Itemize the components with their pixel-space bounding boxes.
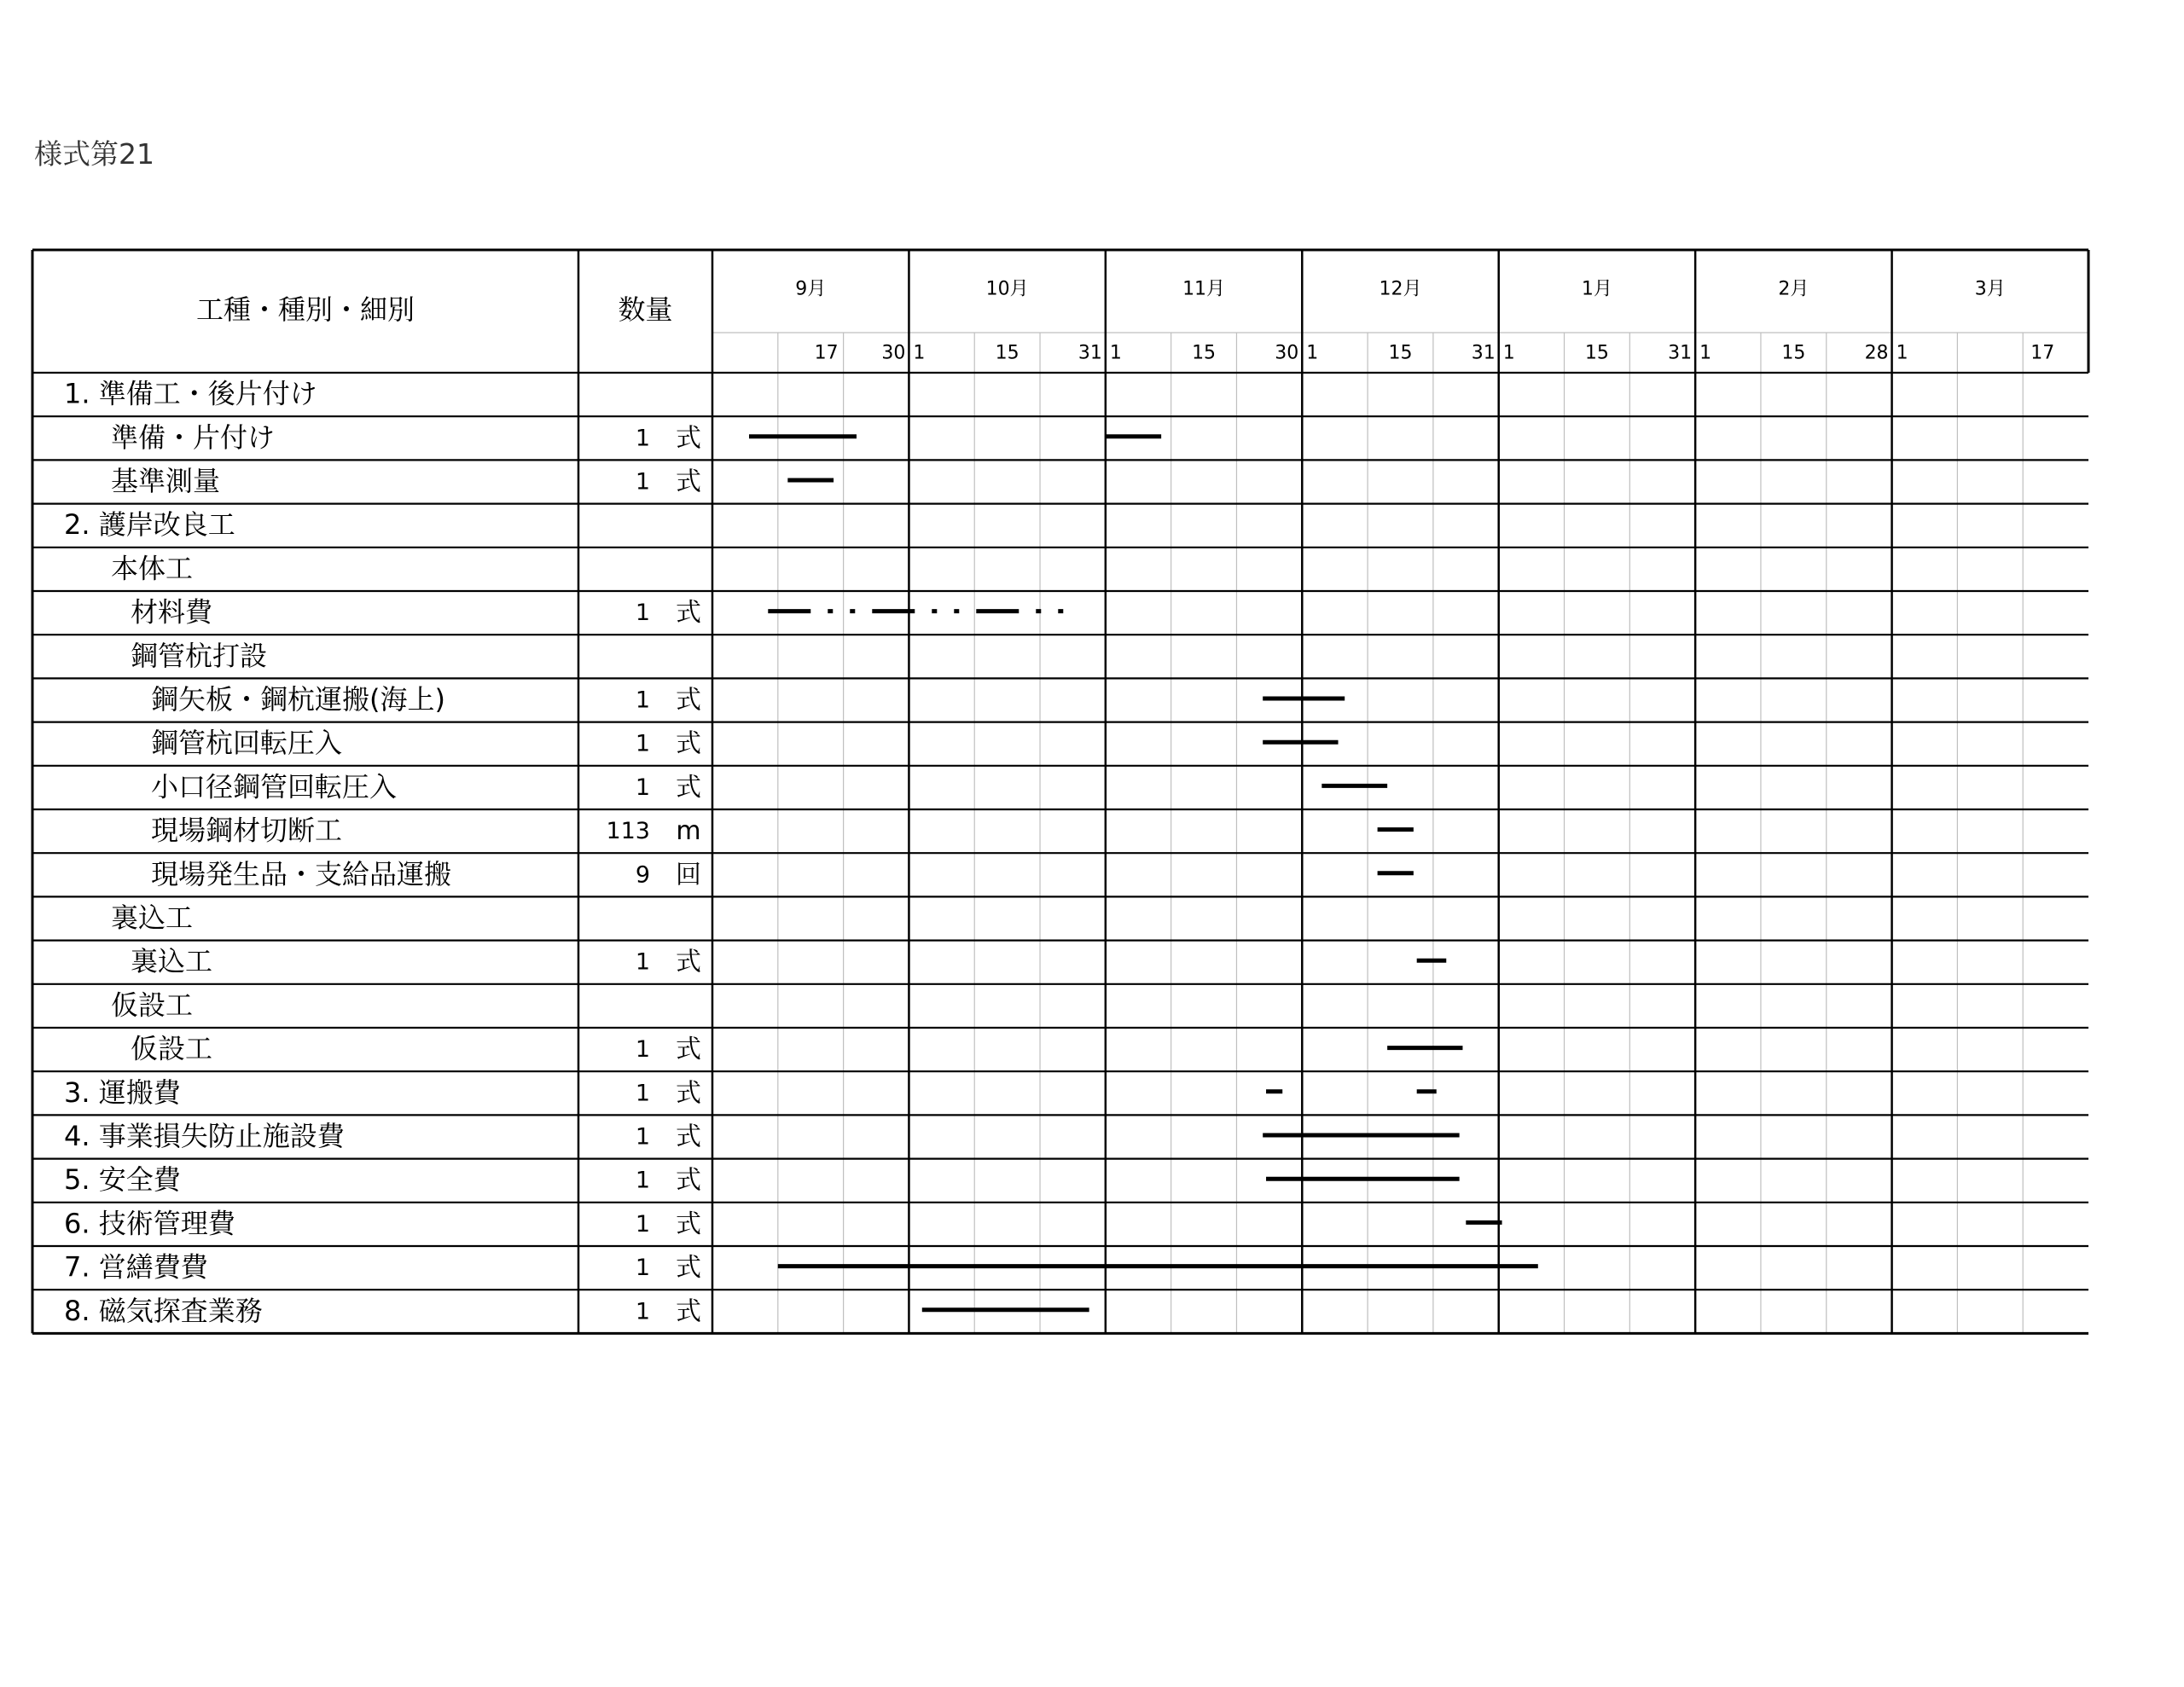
- row-quantity: 1: [635, 948, 650, 976]
- row-quantity: 1: [635, 1167, 650, 1194]
- day-tick-label: 15: [1388, 342, 1413, 364]
- row-item-name: 鋼管杭打設: [131, 639, 268, 672]
- row-quantity: 1: [635, 1123, 650, 1151]
- row-quantity: 1: [635, 730, 650, 757]
- row-item-name: 現場鋼材切断工: [151, 814, 343, 847]
- form-number-label: 様式第21: [34, 137, 154, 171]
- month-label: 3月: [1974, 278, 2006, 300]
- row-unit: 式: [676, 728, 701, 759]
- day-tick-label: 31: [1668, 342, 1693, 364]
- month-label: 11月: [1182, 278, 1226, 300]
- row-unit: 式: [676, 1122, 701, 1152]
- row-item-name: 3. 運搬費: [64, 1075, 181, 1109]
- row-quantity: 1: [635, 1298, 650, 1325]
- row-unit: 式: [676, 467, 701, 497]
- day-tick-label: 15: [1192, 342, 1217, 364]
- row-quantity: 1: [635, 1210, 650, 1238]
- row-unit: m: [676, 816, 701, 847]
- row-item-name: 1. 準備工・後片付け: [64, 377, 317, 410]
- row-quantity: 1: [635, 1036, 650, 1064]
- row-item-name: 仮設工: [131, 1032, 213, 1065]
- day-tick-label: 1: [1699, 342, 1712, 364]
- row-item-name: 2. 護岸改良工: [64, 508, 235, 542]
- row-unit: 式: [676, 423, 701, 454]
- header-item-column: 工種・種別・細別: [195, 293, 415, 326]
- row-item-name: 準備・片付け: [111, 420, 276, 454]
- row-quantity: 1: [635, 774, 650, 801]
- row-unit: 式: [676, 598, 701, 629]
- row-item-name: 8. 磁気探査業務: [64, 1294, 263, 1327]
- month-label: 2月: [1778, 278, 1809, 300]
- row-unit: 式: [676, 1035, 701, 1065]
- row-quantity: 1: [635, 425, 650, 452]
- day-tick-label: 28: [1864, 342, 1889, 364]
- row-quantity: 1: [635, 1255, 650, 1282]
- day-tick-label: 31: [1471, 342, 1496, 364]
- row-item-name: 小口径鋼管回転圧入: [151, 770, 398, 803]
- day-tick-label: 1: [1306, 342, 1319, 364]
- row-unit: 式: [676, 685, 701, 716]
- row-quantity: 1: [635, 600, 650, 627]
- row-item-name: 裏込工: [131, 945, 213, 978]
- row-quantity: 1: [635, 1080, 650, 1107]
- row-item-name: 7. 営繕費費: [64, 1250, 208, 1284]
- day-tick-label: 17: [2030, 342, 2055, 364]
- row-item-name: 4. 事業損失防止施設費: [64, 1120, 345, 1152]
- day-tick-label: 1: [1109, 342, 1122, 364]
- row-quantity: 113: [606, 818, 650, 845]
- row-quantity: 1: [635, 687, 650, 714]
- row-item-name: 5. 安全費: [64, 1163, 181, 1197]
- day-tick-label: 1: [913, 342, 926, 364]
- day-tick-label: 15: [995, 342, 1019, 364]
- row-item-name: 鋼矢板・鋼杭運搬(海上): [151, 683, 445, 716]
- row-unit: 式: [676, 947, 701, 977]
- row-quantity: 9: [635, 861, 650, 889]
- row-item-name: 6. 技術管理費: [64, 1207, 235, 1240]
- row-item-name: 現場発生品・支給品運搬: [151, 857, 452, 890]
- schedule-bars: [749, 437, 1538, 1310]
- row-unit: 回: [676, 860, 701, 890]
- month-label: 9月: [795, 278, 827, 300]
- row-quantity: 1: [635, 468, 650, 496]
- row-item-name: 材料費: [131, 595, 213, 629]
- day-tick-label: 15: [1781, 342, 1806, 364]
- row-item-name: 基準測量: [111, 465, 221, 497]
- header-quantity-column: 数量: [618, 293, 673, 326]
- month-label: 1月: [1581, 278, 1612, 300]
- day-tick-label: 1: [1896, 342, 1908, 364]
- day-tick-label: 1: [1502, 342, 1515, 364]
- day-tick-label: 30: [1275, 342, 1299, 364]
- row-item-name: 仮設工: [111, 988, 194, 1022]
- day-tick-label: 17: [814, 342, 839, 364]
- row-item-name: 鋼管杭回転圧入: [151, 727, 343, 760]
- row-unit: 式: [676, 1078, 701, 1109]
- table-text: [64, 279, 2054, 1327]
- row-item-name: 裏込工: [111, 901, 194, 934]
- row-unit: 式: [676, 1165, 701, 1196]
- row-unit: 式: [676, 772, 701, 803]
- row-unit: 式: [676, 1296, 701, 1327]
- month-label: 12月: [1379, 278, 1422, 300]
- month-label: 10月: [985, 278, 1029, 300]
- row-unit: 式: [676, 1253, 701, 1284]
- day-tick-label: 30: [881, 342, 906, 364]
- day-tick-label: 31: [1077, 342, 1102, 364]
- row-item-name: 本体工: [111, 552, 194, 585]
- row-unit: 式: [676, 1209, 701, 1239]
- day-tick-label: 15: [1584, 342, 1609, 364]
